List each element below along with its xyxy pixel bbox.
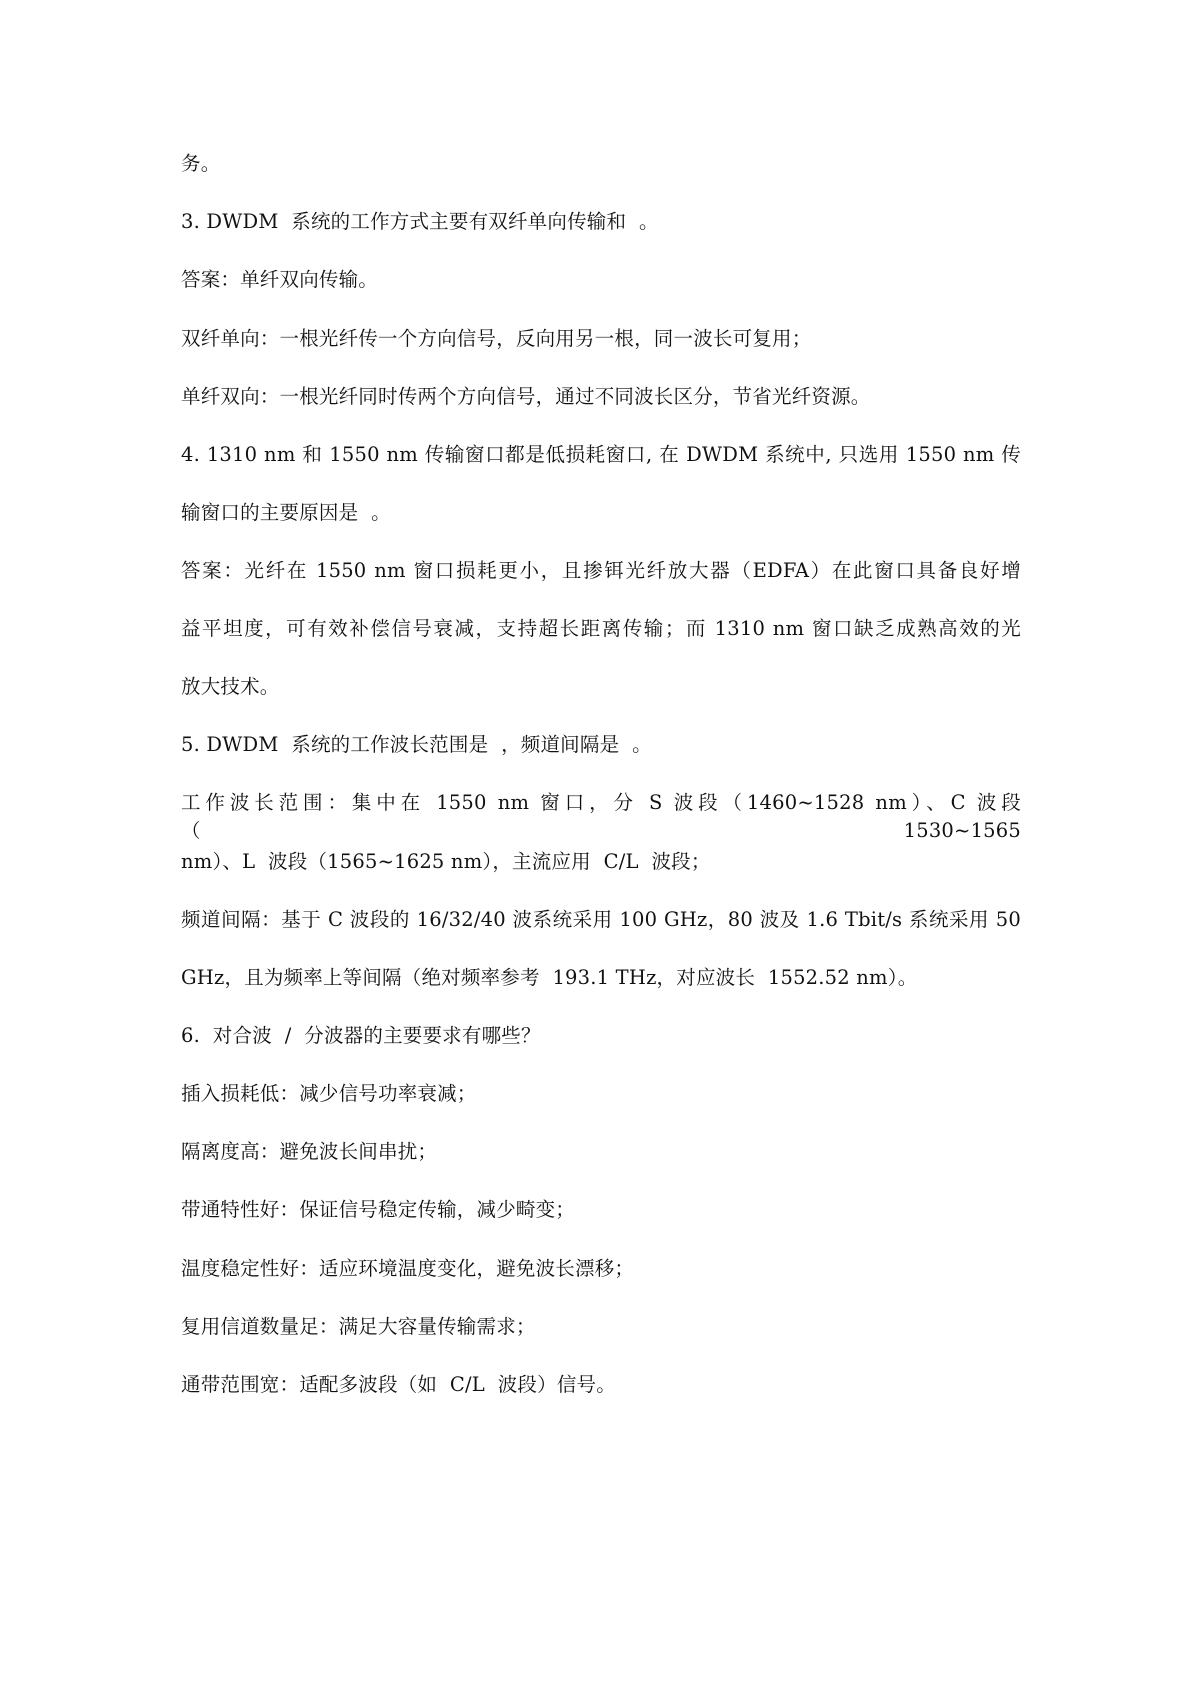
answer-3-detail-2: 单纤双向：一根光纤同时传两个方向信号，通过不同波长区分，节省光纤资源。 [181,385,871,408]
answer-3: 答案：单纤双向传输。 [181,268,379,291]
answer-6-item-5: 复用信道数量足：满足大容量传输需求； [181,1315,536,1338]
text-line-continuation: 务。 [181,152,221,175]
question-6: 6. 对合波 / 分波器的主要要求有哪些？ [181,1024,541,1047]
answer-4-line-2: 益平坦度，可有效补偿信号衰减，支持超长距离传输；而 1310 nm 窗口缺乏成熟高效的光 [181,617,1021,640]
question-4-line-2: 输窗口的主要原因是 。 [181,501,391,524]
answer-5-spacing-line-1: 频道间隔：基于 C 波段的 16/32/40 波系统采用 100 GHz，80 波及 1.6 Tbit/s 系统采用 50 [181,908,1021,931]
answer-6-item-4: 温度稳定性好：适应环境温度变化，避免波长漂移； [181,1257,635,1280]
answer-4-line-1: 答案：光纤在 1550 nm 窗口损耗更小，且掺铒光纤放大器（EDFA）在此窗口具备良好增 [181,559,1021,582]
answer-6-item-6: 通带范围宽：适配多波段（如 C/L 波段）信号。 [181,1373,616,1396]
answer-4-line-3: 放大技术。 [181,675,280,698]
answer-5-spacing-line-2: GHz，且为频率上等间隔（绝对频率参考 193.1 THz，对应波长 1552.52 nm）。 [181,966,918,989]
answer-6-item-2: 隔离度高：避免波长间串扰； [181,1140,438,1163]
answer-6-item-3: 带通特性好：保证信号稳定传输，减少畸变； [181,1198,576,1221]
answer-3-detail-1: 双纤单向：一根光纤传一个方向信号，反向用另一根，同一波长可复用； [181,327,812,350]
question-5: 5. DWDM 系统的工作波长范围是 ，频道间隔是 。 [181,733,652,756]
question-3: 3. DWDM 系统的工作方式主要有双纤单向传输和 。 [181,210,659,233]
answer-5-wavelength-line-2: nm）、L 波段（1565~1625 nm），主流应用 C/L 波段； [181,850,711,873]
question-4-line-1: 4. 1310 nm 和 1550 nm 传输窗口都是低损耗窗口, 在 DWDM 系统中, 只选用 1550 nm 传 [181,443,1021,466]
answer-5-wavelength-line-1: 工作波长范围：集中在 1550 nm 窗口，分 S 波段（1460~1528 nm）、C 波段（1530~1565 [181,791,1021,842]
answer-6-item-1: 插入损耗低：减少信号功率衰减； [181,1082,477,1105]
